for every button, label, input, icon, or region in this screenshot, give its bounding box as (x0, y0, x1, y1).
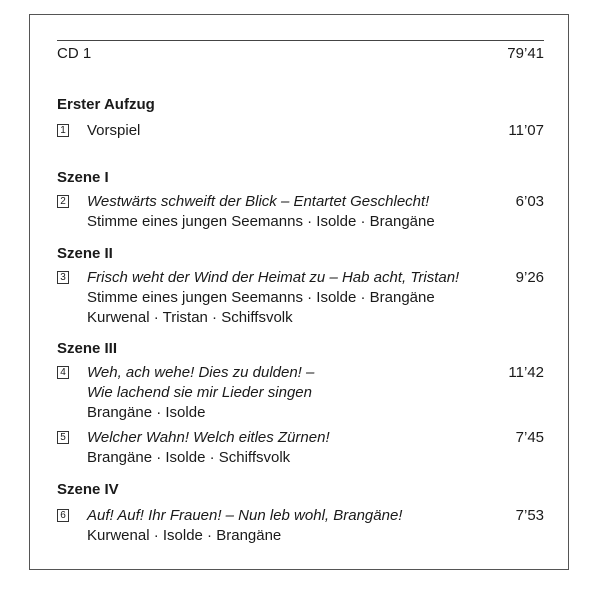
track-number-5: 5 (57, 431, 69, 444)
cd-label: CD 1 (57, 45, 92, 62)
track-time-5: 7’45 (515, 429, 544, 446)
track-time-1: 11’07 (508, 122, 544, 139)
scene-heading-3: Szene III (57, 340, 118, 357)
scene-heading-1: Szene I (57, 169, 109, 186)
track-roles-3a: Stimme eines jungen Seemanns · Isolde · Brangäne (87, 289, 435, 306)
track-number-2: 2 (57, 195, 69, 208)
track-roles-6: Kurwenal · Isolde · Brangäne (87, 527, 282, 544)
track-title-4b: Wie lachend sie mir Lieder singen (87, 384, 312, 401)
cd-header-rule (57, 40, 544, 41)
track-title-6: Auf! Auf! Ihr Frauen! – Nun leb wohl, Brangäne! (87, 507, 403, 524)
track-time-2: 6’03 (515, 193, 544, 210)
track-roles-2: Stimme eines jungen Seemanns · Isolde · Brangäne (87, 213, 435, 230)
cd-total-time: 79’41 (507, 45, 544, 62)
scene-heading-2: Szene II (57, 245, 113, 262)
track-title-4a: Weh, ach wehe! Dies zu dulden! – (87, 364, 315, 381)
track-roles-3b: Kurwenal · Tristan · Schiffsvolk (87, 309, 293, 326)
track-roles-5: Brangäne · Isolde · Schiffsvolk (87, 449, 291, 466)
track-roles-4: Brangäne · Isolde (87, 404, 206, 421)
track-time-3: 9’26 (515, 269, 544, 286)
track-number-1: 1 (57, 124, 69, 137)
track-number-6: 6 (57, 509, 69, 522)
track-title-3: Frisch weht der Wind der Heimat zu – Hab acht, Tristan! (87, 269, 460, 286)
track-number-4: 4 (57, 366, 69, 379)
track-time-6: 7’53 (515, 507, 544, 524)
track-time-4: 11’42 (508, 364, 544, 381)
act-heading: Erster Aufzug (57, 96, 155, 113)
track-title-1: Vorspiel (87, 122, 141, 139)
scene-heading-4: Szene IV (57, 481, 119, 498)
track-title-2: Westwärts schweift der Blick – Entartet Geschlecht! (87, 193, 430, 210)
track-title-5: Welcher Wahn! Welch eitles Zürnen! (87, 429, 330, 446)
track-number-3: 3 (57, 271, 69, 284)
